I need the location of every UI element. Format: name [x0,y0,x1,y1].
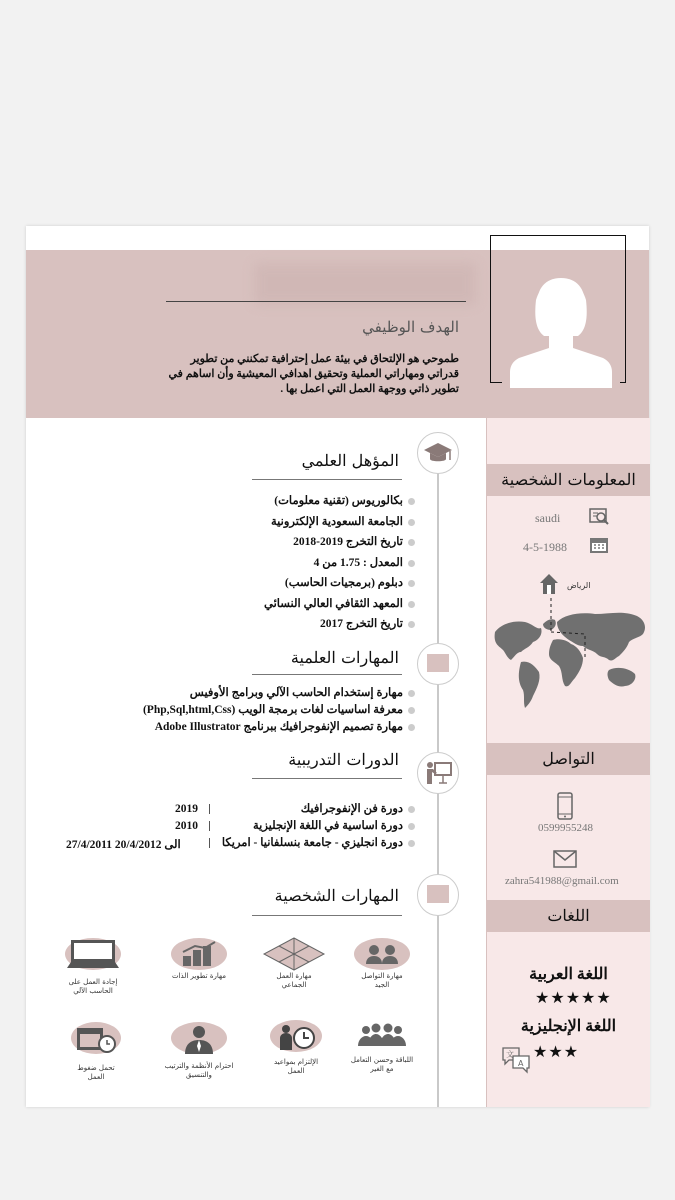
list-item: المعهد الثقافي العالي النسائي [264,594,415,615]
skill-label: الإلتزام بمواعيد العمل [273,1058,319,1075]
graduation-cap-icon [418,433,458,473]
list-item: دورة انجليزي - جامعة بنسلفانيا - امريكا [222,835,415,852]
email-address: zahra541988@gmail.com [505,875,619,887]
self-development-icon [171,938,227,970]
presentation-icon [418,753,458,793]
translate-icon [501,1046,531,1076]
teamwork-icon [259,936,329,972]
svg-text:A: A [518,1059,524,1068]
id-card-icon [589,506,609,526]
calendar-clock-icon [71,1022,121,1054]
list-item: دبلوم (برمجيات الحاسب) [264,573,415,594]
personal-skills-title: المهارات الشخصية [274,886,399,905]
envelope-icon [553,850,577,868]
language-english-rating: ★★★ [533,1042,580,1061]
computer-icon [65,938,121,970]
personal-skills-underline [252,915,402,916]
divider [209,804,210,814]
briefcase-icon [427,654,449,672]
clock-person-icon [270,1020,322,1052]
education-list [264,491,415,635]
education-title: المؤهل العلمي [301,451,399,470]
languages-title: اللغات [487,900,650,932]
course-date: 2010 [175,820,198,832]
course-date: 2019 [175,803,198,815]
name-blurred [254,263,476,305]
goal-text: طموحي هو الإلتحاق في بيئة عمل إحترافية تمكنني من تطوير قدراتي ومهاراتي العملية وتحقيق اهدافي المعيشية وأن اساهم في تطوير ذاتي ووجهة العمل التي اعمل بها . [168,353,459,395]
avatar [502,260,620,393]
skill-label: إجادة العمل على الحاسب الآلي [68,978,118,995]
phone-icon [556,792,574,820]
list-item: دورة فن الإنفوجرافيك [222,801,415,818]
person-silhouette-icon [502,260,620,393]
language-english: اللغة الإنجليزية [520,1018,617,1035]
scientific-skills-title: المهارات العلمية [290,648,399,667]
courses-title: الدورات التدريبية [288,750,399,769]
list-item: دورة اساسية في اللغة الإنجليزية [222,818,415,835]
skill-label: احترام الأنظمة والترتيب والتنسيق [164,1062,234,1079]
personal-info-title: المعلومات الشخصية [487,464,650,496]
course-date: 27/4/2011 الى 20/4/2012 [66,839,181,851]
education-section-marker [417,432,459,474]
list-item: تاريخ التخرج 2017 [264,614,415,635]
briefcase-icon [427,885,449,903]
skill-label: مهارة تطوير الذات [171,972,226,980]
list-item: معرفة اساسيات لغات برمجة الويب (Php,Sql,html,Css) [143,702,415,719]
education-underline [252,479,402,480]
courses-list [222,801,415,852]
list-item: الجامعة السعودية الإلكترونية [264,512,415,533]
svg-text:文: 文 [506,1050,514,1059]
courses-underline [252,778,402,779]
skill-label: اللباقة وحسن التعامل مع الغير [350,1056,414,1073]
list-item: مهارة تصميم الإنفوجرافيك ببرنامج Adobe Illustrator [143,719,415,736]
list-item: المعدل : 1.75 من 4 [264,553,415,574]
birthdate: 4-5-1988 [523,540,567,554]
scientific-skills-list [143,685,415,736]
cv-page [26,226,649,1107]
name-divider [166,301,466,302]
skill-label: مهارة التواصل الجيد [361,972,403,989]
list-item: تاريخ التخرج 2019-2018 [264,532,415,553]
courses-section-marker [417,752,459,794]
nationality: saudi [535,511,561,525]
sidebar [486,418,650,1107]
divider [209,838,210,848]
phone-number: 0599955248 [538,822,593,834]
businessman-icon [171,1022,227,1054]
calendar-icon [589,535,609,555]
list-item: مهارة إستخدام الحاسب الآلي وبرامج الأوفيس [143,685,415,702]
city-label: الرياض [567,581,591,590]
communication-icon [354,938,410,970]
list-item: بكالوريوس (تقنية معلومات) [264,491,415,512]
skill-label: تحمل ضغوط العمل [77,1064,115,1081]
scientific-skills-underline [252,674,402,675]
goal-title: الهدف الوظيفي [362,318,459,336]
divider [209,821,210,831]
people-group-icon [354,1020,410,1052]
contact-title: التواصل [487,743,650,775]
language-arabic-rating: ★★★★★ [535,988,612,1007]
skill-label: مهارة العمل الجماعي [276,972,312,989]
language-arabic: اللغة العربية [529,966,608,983]
world-map-icon [491,596,649,710]
home-pin-icon [539,573,559,595]
